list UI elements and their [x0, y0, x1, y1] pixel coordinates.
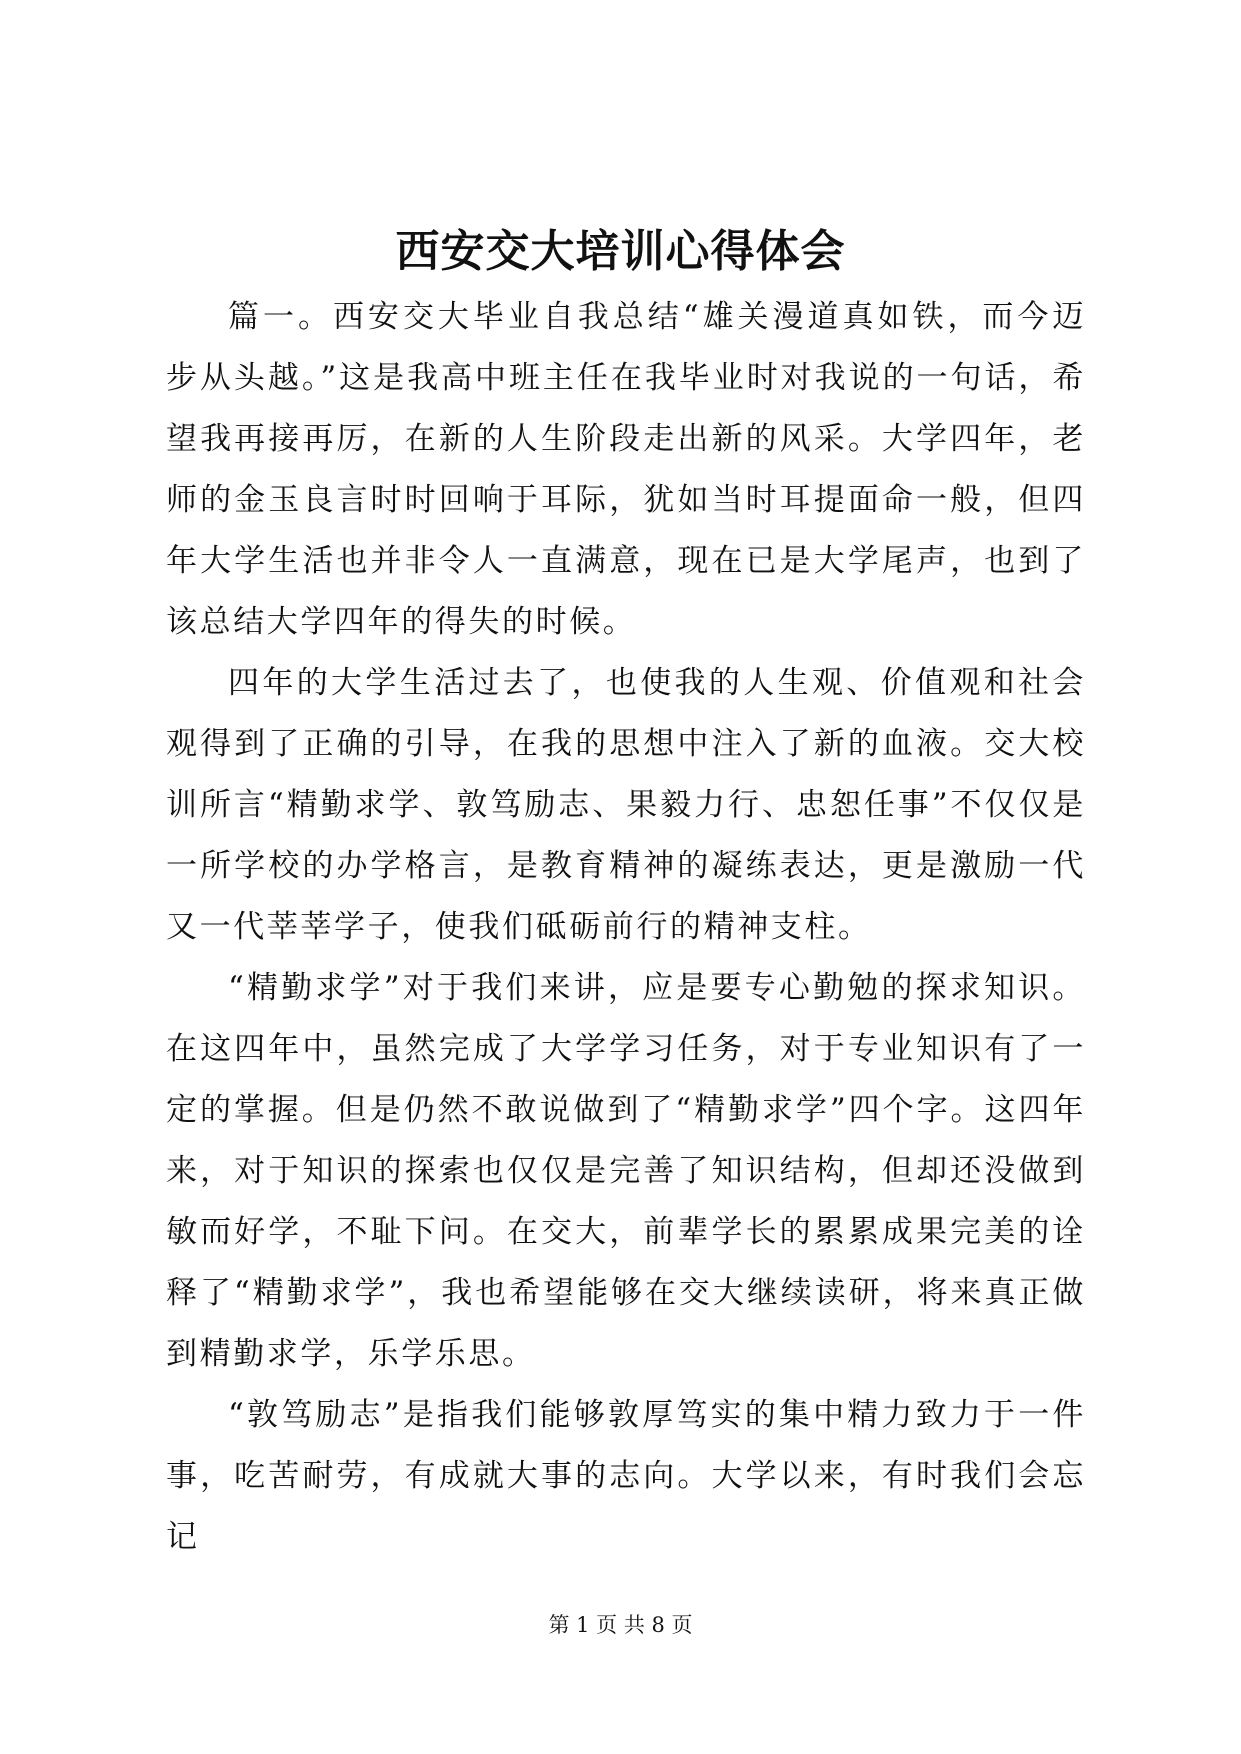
paragraph-3: “精勤求学”对于我们来讲，应是要专心勤勉的探求知识。在这四年中，虽然完成了大学学习任务，对于专业知识有了一定的掌握。但是仍然不敢说做到了“精勤求学”四个字。这四年来，对于知识的探索也仅仅是完善了知识结构，但却还没做到敏而好学，不耻下问。在交大，前辈学长的累累成果完美的诠释了“精勤求学”，我也希望能够在交大继续读研，将来真正做到精勤求学，乐学乐思。 — [166, 970, 1086, 1372]
paragraph-1: 篇一。西安交大毕业自我总结“雄关漫道真如铁，而今迈步从头越。”这是我高中班主任在我毕业时对我说的一句话，希望我再接再厉，在新的人生阶段走出新的风采。大学四年，老师的金玉良言时时回响于耳际，犹如当时耳提面命一般，但四年大学生活也并非令人一直满意，现在已是大学尾声，也到了该总结大学四年的得失的时候。 — [166, 299, 1086, 640]
paragraph-2: 四年的大学生活过去了，也使我的人生观、价值观和社会观得到了正确的引导，在我的思想中注入了新的血液。交大校训所言“精勤求学、敦笃励志、果毅力行、忠恕任事”不仅仅是一所学校的办学格言，是教育精神的凝练表达，更是激励一代又一代莘莘学子，使我们砥砺前行的精神支柱。 — [166, 665, 1086, 945]
document-title: 西安交大培训心得体会 — [395, 226, 846, 277]
paragraph-4: “敦笃励志”是指我们能够敦厚笃实的集中精力致力于一件事，吃苦耐劳，有成就大事的志向。大学以来，有时我们会忘记 — [166, 1397, 1086, 1555]
document-body — [166, 287, 1086, 1568]
page-footer: 第 1 页 共 8 页 — [548, 1613, 693, 1637]
